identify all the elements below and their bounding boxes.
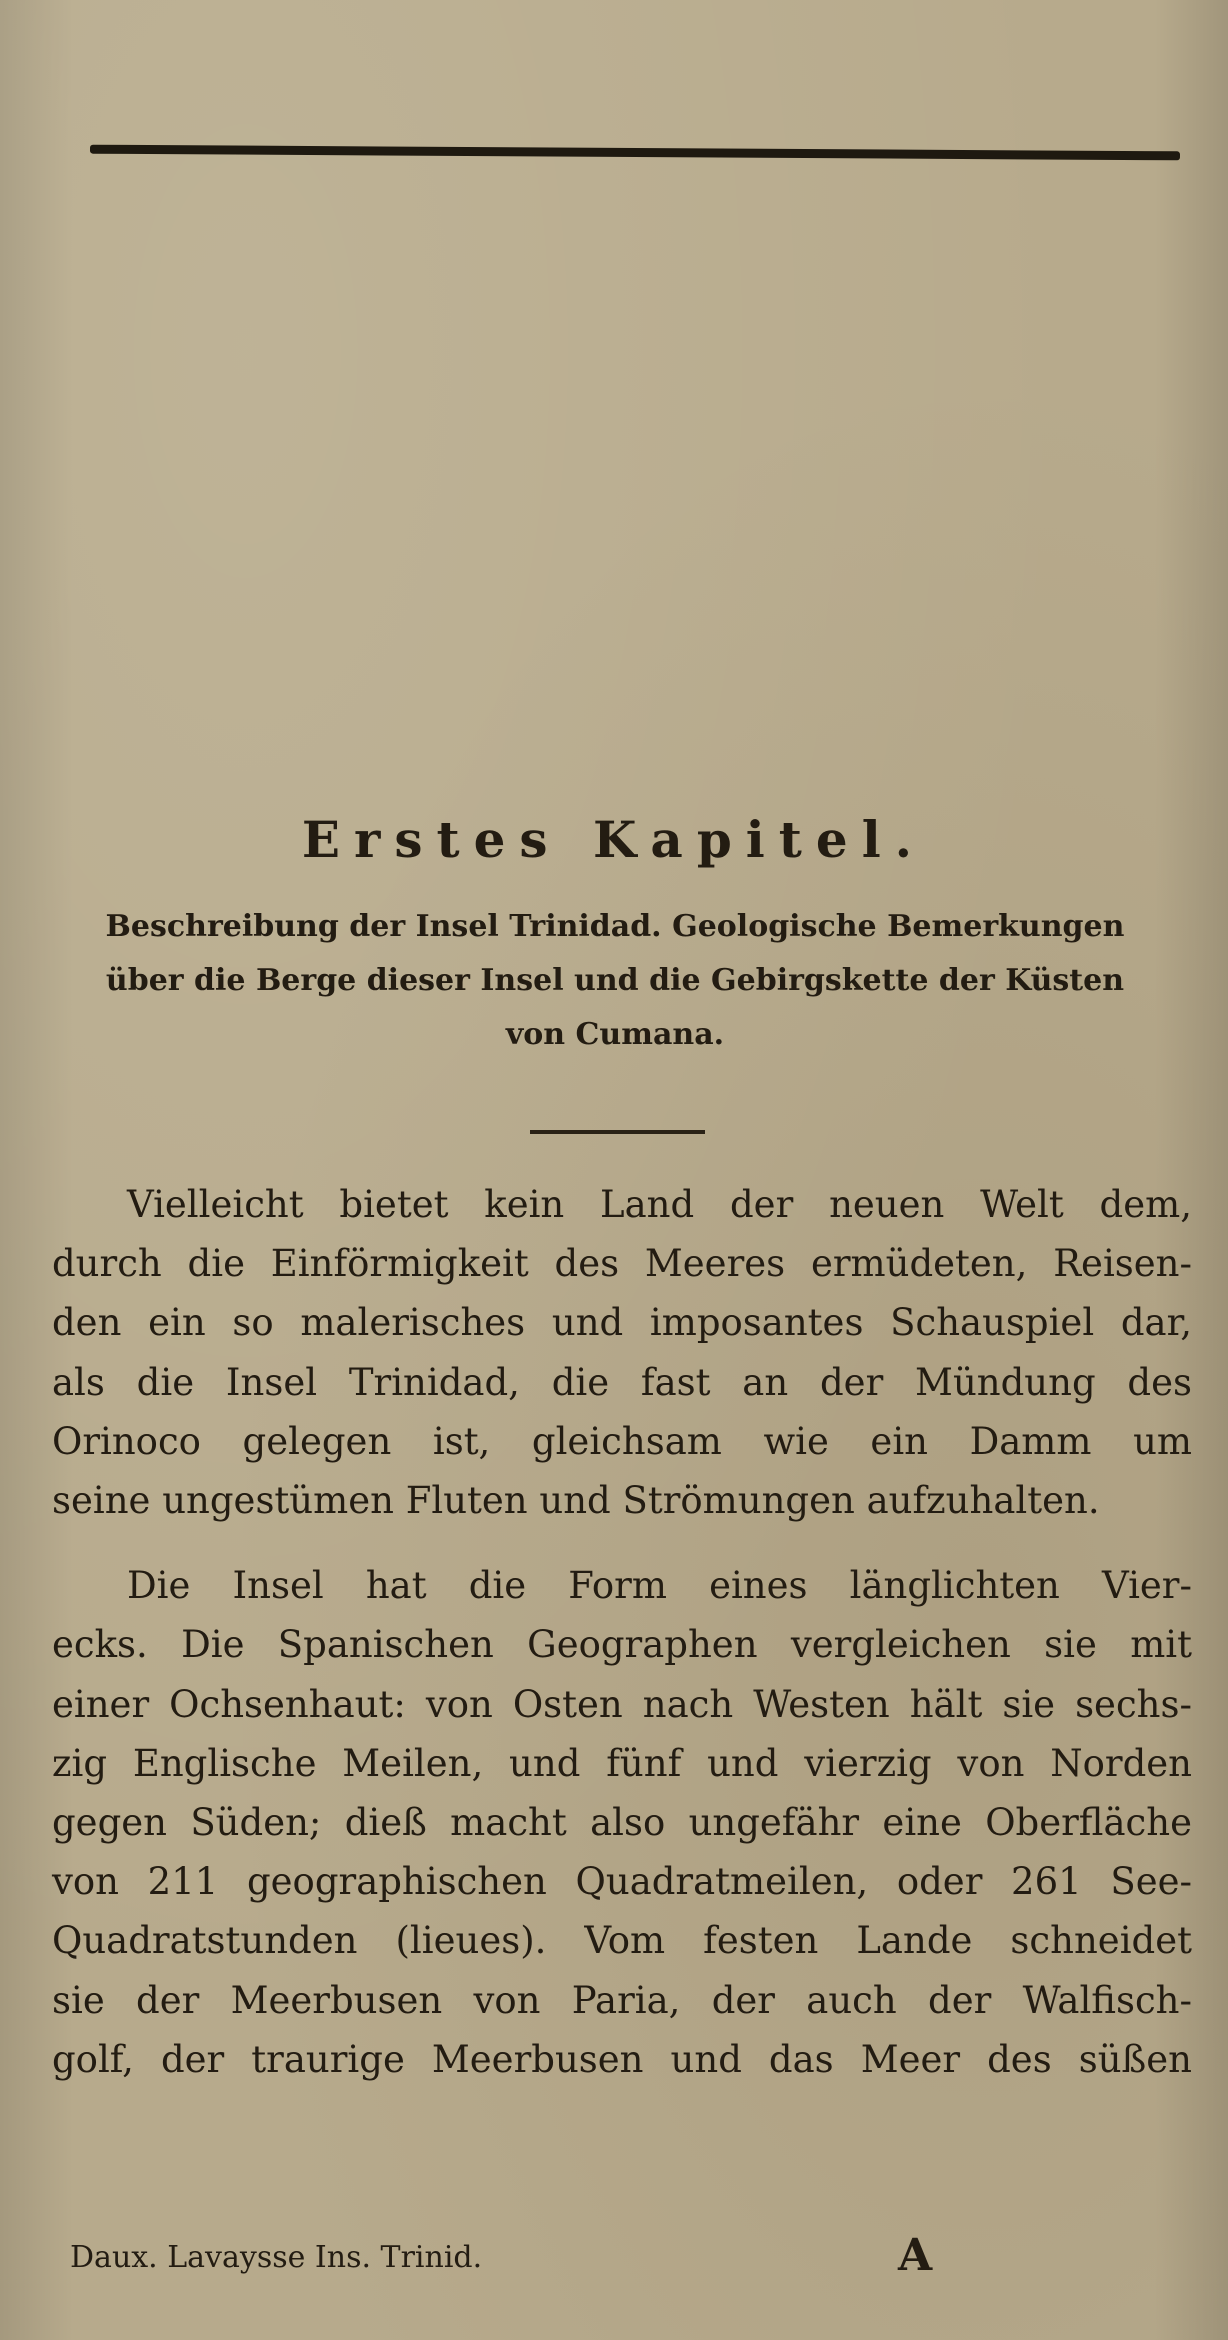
text-line: zig Englische Meilen, und fünf und vierzig von Norden (52, 1741, 1192, 1785)
paragraph-2 (52, 1556, 1192, 2089)
chapter-summary (40, 900, 1190, 1062)
text-line: sie der Meerbusen von Paria, der auch der Walfisch- (52, 1978, 1192, 2022)
text-line: Quadratstunden (lieues). Vom festen Lande schneidet (52, 1919, 1192, 1963)
text-line: durch die Einförmigkeit des Meeres ermüdeten, Reisen- (52, 1242, 1192, 1286)
chapter-summary-line: Beschreibung der Insel Trinidad. Geologische Bemerkungen (105, 909, 1125, 944)
top-rule (90, 145, 1180, 161)
signature-mark: A (898, 2230, 933, 2281)
body-text (52, 1175, 1192, 2089)
section-rule (530, 1130, 705, 1134)
chapter-summary-line: über die Berge dieser Insel und die Gebirgskette der Küsten (105, 963, 1125, 998)
printer-signature: Daux. Lavaysse Ins. Trinid. (70, 2240, 483, 2275)
text-line: seine ungestümen Fluten und Strömungen aufzuhalten. (52, 1479, 1100, 1523)
text-line: einer Ochsenhaut: von Osten nach Westen hält sie sechs- (52, 1682, 1192, 1726)
text-line: als die Insel Trinidad, die fast an der Mündung des (52, 1360, 1192, 1404)
text-line: ecks. Die Spanischen Geographen vergleichen sie mit (52, 1623, 1192, 1667)
chapter-summary-line: von Cumana. (505, 1017, 725, 1052)
text-line: Orinoco gelegen ist, gleichsam wie ein Damm um (52, 1419, 1192, 1463)
text-line: Vielleicht bietet kein Land der neuen Welt dem, (127, 1183, 1192, 1226)
text-line: golf, der traurige Meerbusen und das Meer des süßen (52, 2037, 1192, 2081)
chapter-title: Erstes Kapitel. (301, 810, 927, 869)
paragraph-1 (52, 1175, 1192, 1530)
text-line: den ein so malerisches und imposantes Schauspiel dar, (52, 1301, 1192, 1345)
text-line: gegen Süden; dieß macht also ungefähr eine Oberfläche (52, 1801, 1192, 1845)
text-line: von 211 geographischen Quadratmeilen, oder 261 See- (52, 1860, 1192, 1904)
text-line: Die Insel hat die Form eines länglichten Vier- (127, 1564, 1192, 1608)
